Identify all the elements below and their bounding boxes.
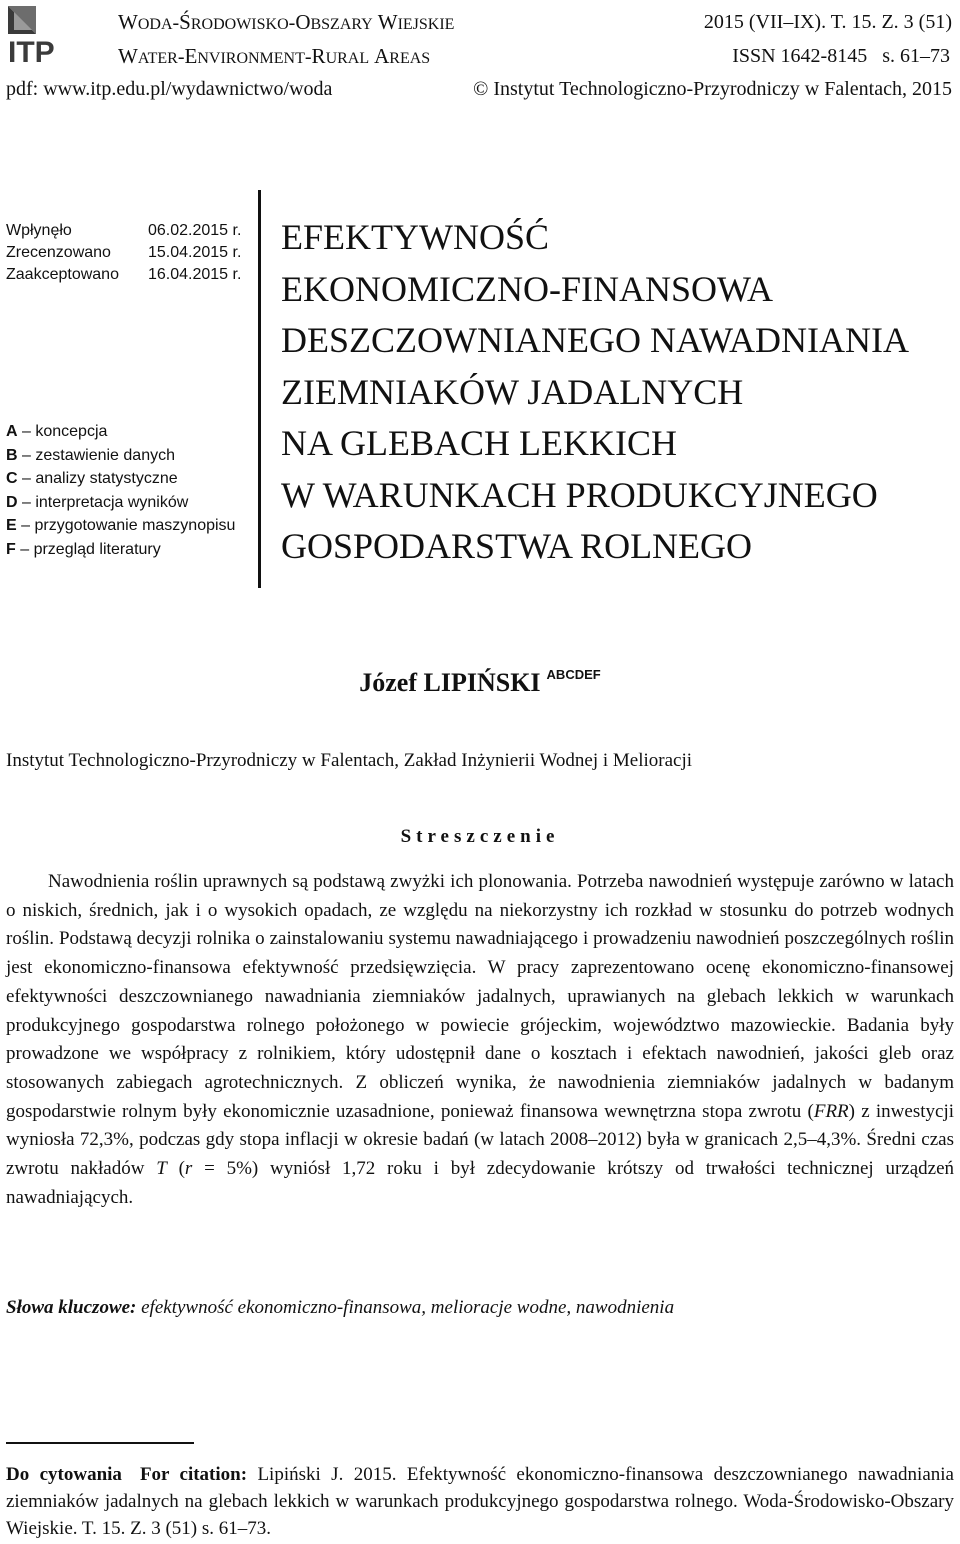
citation	[6, 1461, 954, 1542]
contribution-text: – zestawienie danych	[17, 446, 175, 464]
contribution-letter: D	[6, 493, 18, 511]
meta-date: 06.02.2015 r.	[148, 222, 242, 239]
citation-text: Lipiński J. 2015. Efektywność ekonomiczno-finansowa deszczownianego nawadniania ziemniaków jadalnych na glebach lekkich w warunkach produkcyjnego gospodarstwa rolnego. Woda-Środowisko-Obszary Wiejskie. T. 15. Z. 3 (51) s. 61–73.	[6, 1464, 954, 1539]
meta-date: 15.04.2015 r.	[148, 244, 242, 261]
vertical-divider	[258, 190, 261, 588]
affiliation: Instytut Technologiczno-Przyrodniczy w Falentach, Zakład Inżynierii Wodnej i Melioracji	[6, 750, 693, 771]
author-roles: ABCDEF	[546, 667, 601, 682]
article-title	[281, 212, 951, 573]
contribution-item	[6, 467, 235, 491]
citation-label-en: For citation:	[139, 1464, 248, 1485]
meta-label: Wpłynęło	[6, 222, 72, 239]
meta-labels	[6, 220, 119, 286]
abstract-text: Nawodnienia roślin uprawnych są podstawą zwyżki ich plonowania. Potrzeba nawodnień występuje zarówno w latach o niskich, średnich, jak i o wysokich opadach, ze względu na niekorzystny ich rozkład w stosunku do potrzeb wodnych roślin. Podstawą decyzji rolnika o zainstalowaniu systemu nawadniającego i prowadzeniu nawodnień poszczególnych roślin jest ekonomiczno-finansowa efektywność przedsięwzięcia. W pracy zaprezentowano ocenę ekonomiczno-finansowej efektywności deszczownianego nawadniania ziemniaków jadalnych, uprawianych na glebach lekkich w warunkach produkcyjnego gospodarstwa rolnego położonego w powiecie grójeckim, województwo mazowieckie. Badania były prowadzone we współpracy z rolnikiem, który udostępnił dane o kosztach i efektach nawodnień, jakości gleb oraz stosowanych zabiegach agrotechnicznych. Z obliczeń wynika, że nawodnienia ziemniaków jadalnych w badanym gospodarstwie rolnym były ekonomicznie uzasadnione, ponieważ finansowa wewnętrzna stopa zwrotu (FRR) z inwestycji wyniosła 72,3%, podczas gdy stopa inflacji w okresie badań (w latach 2008–2012) była w granicach 2,5–4,3%. Średni czas zwrotu nakładów T (r = 5%) wyniósł 1,72 roku i był zdecydowanie krótszy od trwałości technicznej urządzeń nawadniających.	[6, 871, 955, 1208]
contribution-letter: E	[6, 517, 17, 534]
keywords-label: Słowa kluczowe:	[6, 1297, 137, 1318]
issn: ISSN 1642-8145	[732, 45, 868, 67]
meta-label: Zrecenzowano	[6, 244, 111, 261]
contribution-text: – interpretacja wyników	[17, 493, 189, 511]
author-name: Józef LIPIŃSKI	[359, 668, 541, 697]
contribution-item	[6, 420, 235, 444]
meta-date: 16.04.2015 r.	[148, 266, 242, 283]
copyright: © Instytut Technologiczno-Przyrodniczy w Falentach, 2015	[473, 78, 952, 100]
contribution-text: – analizy statystyczne	[17, 470, 178, 487]
abstract-heading: Streszczenie	[400, 826, 560, 847]
pdf-link[interactable]: pdf: www.itp.edu.pl/wydawnictwo/woda	[6, 78, 333, 100]
title-line: W WARUNKACH PRODUKCYJNEGO	[281, 474, 878, 515]
title-line: DESZCZOWNIANEGO NAWADNIANIA	[281, 320, 910, 360]
contribution-item	[6, 444, 235, 468]
issn-pages	[732, 44, 950, 68]
page-range: s. 61–73	[882, 45, 950, 67]
contribution-item	[6, 538, 235, 562]
contribution-list	[6, 420, 235, 561]
title-line: ZIEMNIAKÓW JADALNYCH	[281, 371, 744, 412]
title-line: EKONOMICZNO-FINANSOWA	[281, 268, 773, 309]
journal-title-en: WATER-ENVIRONMENT-RURAL AREAS	[118, 44, 431, 68]
meta-label: Zaakceptowano	[6, 266, 119, 283]
contribution-text: – przegląd literatury	[15, 540, 161, 558]
title-line: GOSPODARSTWA ROLNEGO	[281, 526, 753, 566]
contribution-letter: F	[6, 540, 16, 558]
contribution-letter: B	[6, 446, 18, 464]
citation-label-pl: Do cytowania	[6, 1464, 122, 1485]
contribution-text: – przygotowanie maszynopisu	[16, 517, 236, 534]
journal-title-pl: WODA-ŚRODOWISKO-OBSZARY WIEJSKIE	[118, 10, 455, 34]
contribution-letter: A	[6, 423, 18, 440]
author	[0, 667, 960, 698]
contribution-item	[6, 514, 235, 538]
logo-text: ITP	[8, 36, 55, 66]
contribution-item	[6, 491, 235, 515]
title-line: NA GLEBACH LEKKICH	[281, 423, 677, 463]
keywords-text: efektywność ekonomiczno-finansowa, melioracje wodne, nawodnienia	[141, 1297, 675, 1318]
contribution-letter: C	[6, 470, 18, 487]
issue-info: 2015 (VII–IX). T. 15. Z. 3 (51)	[703, 11, 952, 33]
contribution-text: – koncepcja	[17, 423, 108, 440]
meta-dates	[148, 220, 241, 286]
title-line: EFEKTYWNOŚĆ	[281, 217, 549, 257]
itp-logo	[6, 4, 92, 66]
footnote-rule	[6, 1442, 194, 1444]
keywords	[6, 1294, 954, 1322]
